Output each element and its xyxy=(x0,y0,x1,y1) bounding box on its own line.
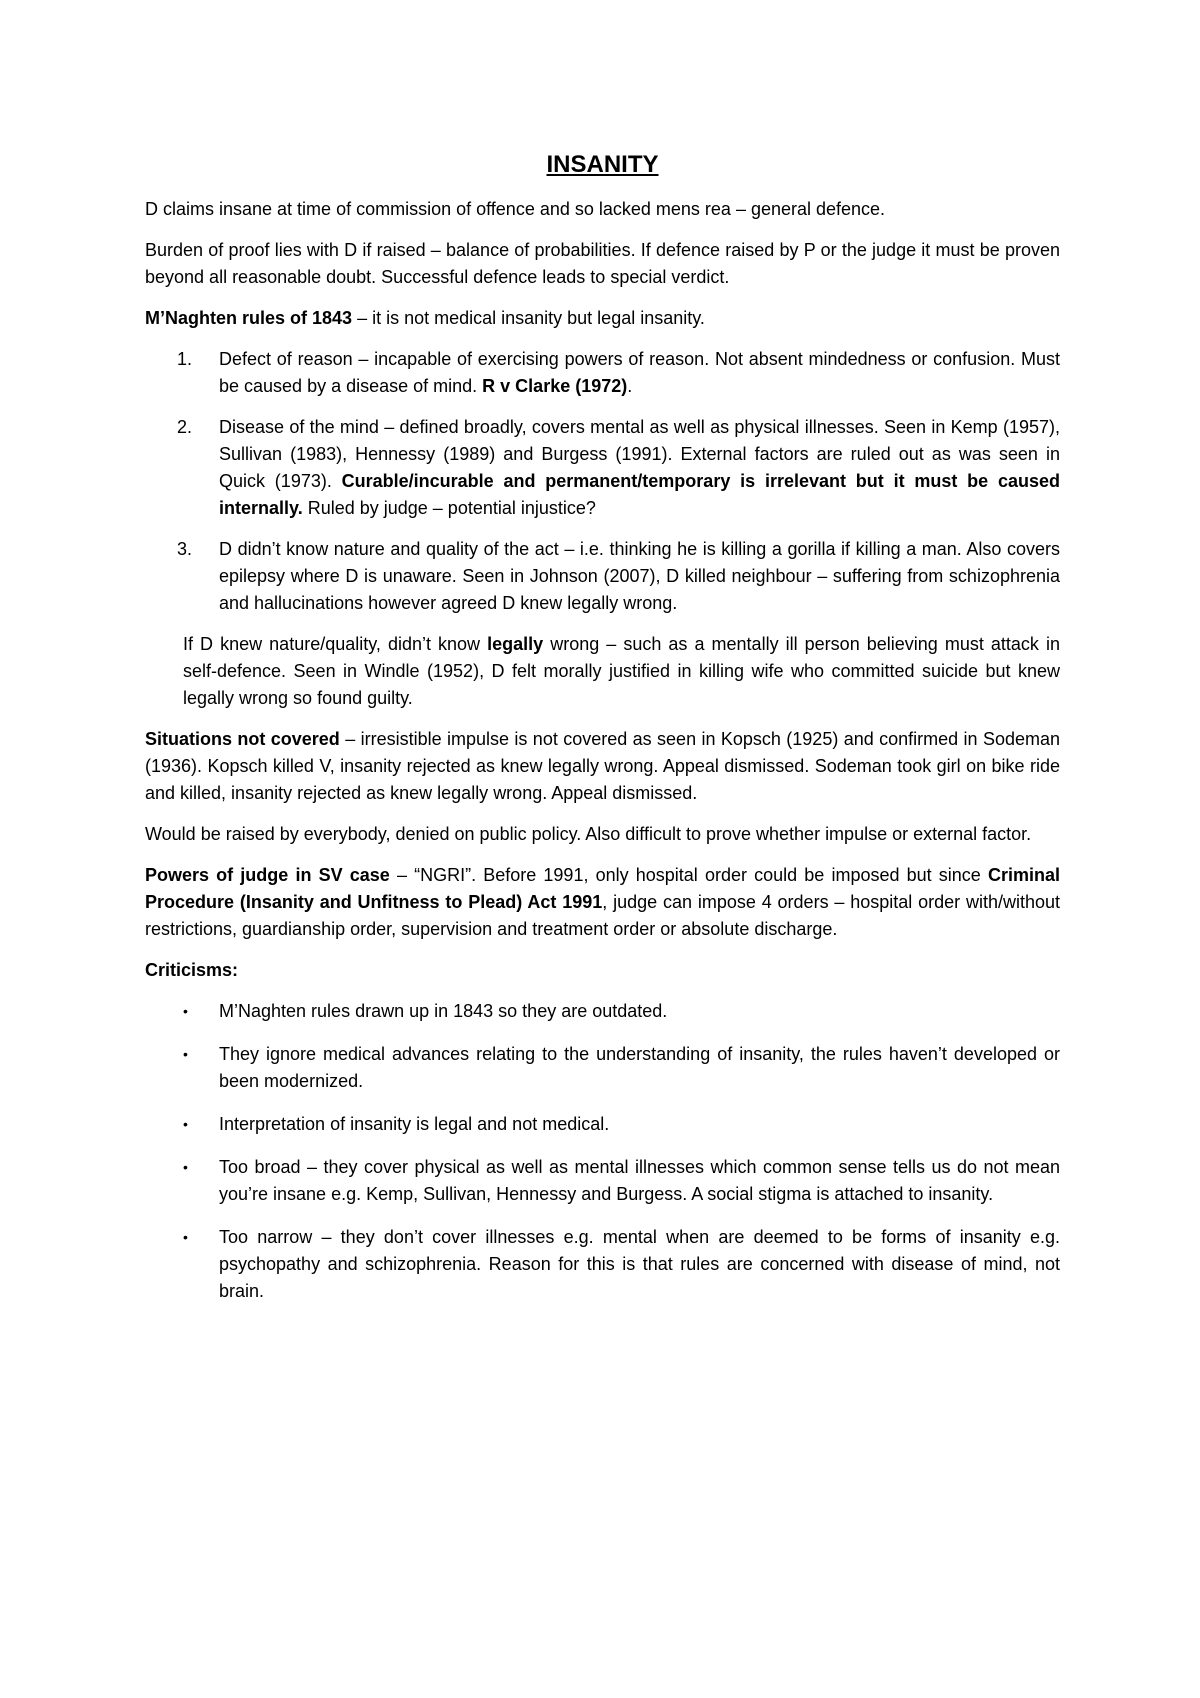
bullet-text: Too broad – they cover physical as well as mental illnesses which common sense tells us do not mean you’re insane e.g. Kemp, Sullivan, Hennessy and Burgess. A social stigma is attached to insanity. xyxy=(219,1157,1060,1204)
paragraph-legally-wrong xyxy=(145,631,1060,712)
bullet-item xyxy=(145,1041,1060,1095)
situations-text: – irresistible impulse is not covered as seen in Kopsch (1925) and confirmed in Sodeman (1936). Kopsch killed V, insanity rejected as knew legally wrong. Appeal dismissed. Sodeman took girl on bike ride and killed, insanity rejected as knew legally wrong. Appeal dismissed. xyxy=(145,729,1061,803)
powers-heading: Powers of judge in SV case xyxy=(145,865,390,885)
list-item-emphasis: Curable/incurable and permanent/temporary is irrelevant but it must be caused internally. xyxy=(219,471,1060,518)
paragraph-situations-not-covered xyxy=(145,726,1060,807)
list-item-text: D didn’t know nature and quality of the act – i.e. thinking he is killing a gorilla if killing a man. Also covers epilepsy where D is unaware. Seen in Johnson (2007), D killed neighbour – suffering from schizophrenia and hallucinations however agreed D knew legally wrong. xyxy=(219,539,1060,613)
act-title: Criminal Procedure (Insanity and Unfitness to Plead) Act 1991 xyxy=(145,865,1060,912)
list-item-end: Ruled by judge – potential injustice? xyxy=(302,498,596,518)
bullet-text: M’Naghten rules drawn up in 1843 so they are outdated. xyxy=(219,1001,668,1021)
bullet-text: Too narrow – they don’t cover illnesses e.g. mental when are deemed to be forms of insanity e.g. psychopathy and schizophrenia. Reason for this is that rules are concerned with disease of mind, not brain. xyxy=(219,1227,1060,1301)
criticisms-heading xyxy=(145,957,1060,984)
paragraph-public-policy: Would be raised by everybody, denied on public policy. Also difficult to prove whether impulse or external factor. xyxy=(145,824,1032,844)
powers-text-b: , judge can impose 4 orders – hospital order with/without restrictions, guardianship order, supervision and treatment order or absolute discharge. xyxy=(145,892,1061,939)
bullet-icon: • xyxy=(183,1003,188,1019)
powers-text-a: – “NGRI”. Before 1991, only hospital order could be imposed but since xyxy=(389,865,988,885)
legally-wrong-text-a: If D knew nature/quality, didn’t know xyxy=(183,634,488,654)
legally-emphasis: legally xyxy=(487,634,544,654)
list-number: 1. xyxy=(177,349,193,369)
case-citation: R v Clarke (1972) xyxy=(482,376,628,396)
list-item-text: Disease of the mind – defined broadly, covers mental as well as physical illnesses. Seen in Kemp (1957), Sullivan (1983), Hennessy (1989) and Burgess (1991). External factors are ruled out as was seen in Quick (1973). xyxy=(219,417,1060,491)
page-title: INSANITY xyxy=(546,151,659,178)
bullet-icon: • xyxy=(183,1046,188,1062)
numbered-item-nature-and-quality xyxy=(145,536,1060,617)
list-item-text: Defect of reason – incapable of exercising powers of reason. Not absent mindedness or confusion. Must be caused by a disease of mind. xyxy=(219,349,1060,396)
criticisms-heading-text: Criticisms: xyxy=(145,960,239,980)
numbered-item-defect-of-reason xyxy=(145,346,1060,400)
bullet-item xyxy=(145,1224,1060,1305)
paragraph-powers-of-judge xyxy=(145,862,1060,943)
mnaghten-rules-heading: M’Naghten rules of 1843 xyxy=(145,308,353,328)
bullet-item xyxy=(145,1111,1060,1138)
bullet-icon: • xyxy=(183,1229,188,1245)
bullet-item xyxy=(145,1154,1060,1208)
bullet-text: They ignore medical advances relating to the understanding of insanity, the rules haven’t developed or been modernized. xyxy=(219,1044,1060,1091)
list-item-end: . xyxy=(627,376,633,396)
legally-wrong-text-b: wrong – such as a mentally ill person believing must attack in self-defence. Seen in Windle (1952), D felt morally justified in killing wife who committed suicide but knew legally wrong so found guilty. xyxy=(183,634,1060,708)
paragraph-mnaghten-rules xyxy=(145,305,1060,332)
list-number: 2. xyxy=(177,417,193,437)
numbered-item-disease-of-mind xyxy=(145,414,1060,522)
situations-heading: Situations not covered xyxy=(145,729,340,749)
bullet-icon: • xyxy=(183,1159,188,1175)
document-page xyxy=(145,148,1060,1321)
bullet-item xyxy=(145,998,1060,1025)
paragraph-general-defence: D claims insane at time of commission of offence and so lacked mens rea – general defence. xyxy=(145,199,886,219)
list-number: 3. xyxy=(177,539,193,559)
bullet-text: Interpretation of insanity is legal and not medical. xyxy=(219,1114,610,1134)
bullet-icon: • xyxy=(183,1116,188,1132)
mnaghten-rules-text: – it is not medical insanity but legal insanity. xyxy=(352,308,705,328)
paragraph-burden-of-proof: Burden of proof lies with D if raised – balance of probabilities. If defence raised by P or the judge it must be proven beyond all reasonable doubt. Successful defence leads to special verdict. xyxy=(145,240,1060,287)
